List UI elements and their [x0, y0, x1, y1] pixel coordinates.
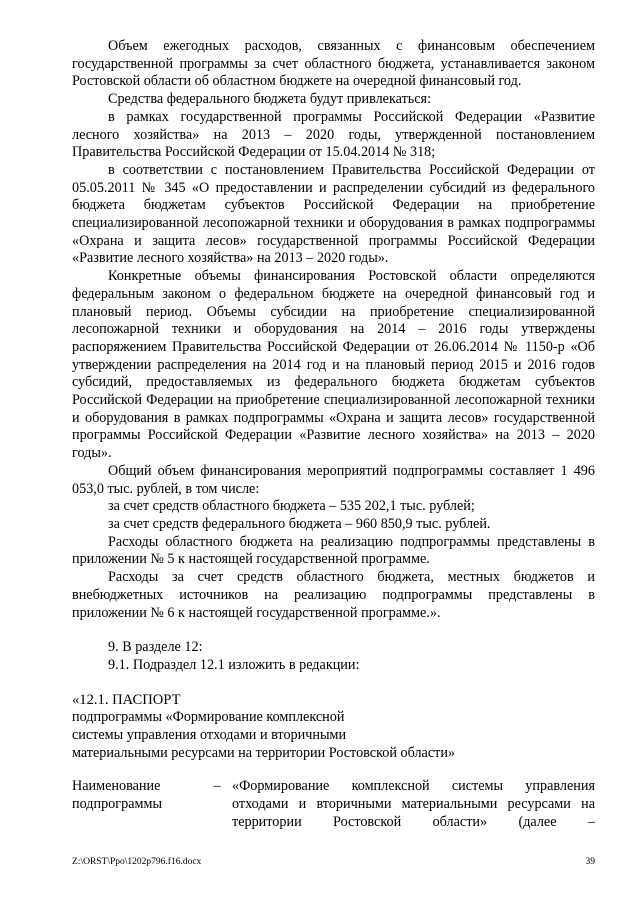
paragraph-federal-budget: за счет средств федерального бюджета – 960 850,9 тыс. рублей.	[108, 515, 491, 532]
page-footer	[72, 857, 595, 867]
spacer	[72, 675, 595, 692]
paragraph-federal-program: в рамках государственной программы Российской Федерации «Развитие лесного хозяйства» на 2013 – 2020 годы, утвержденной постановлением Правительства Российской Федерации от 15.04.2014 № 318;	[72, 108, 595, 161]
document-body	[72, 38, 595, 832]
spacer	[72, 622, 595, 639]
passport-row-label-line-2: подпрограммы	[72, 796, 162, 813]
passport-subtitle-line-1: подпрограммы «Формирование комплексной	[72, 709, 345, 726]
paragraph-federal-funds: Средства федерального бюджета будут привлекаться:	[108, 91, 432, 108]
paragraph-specific-volumes: Конкретные объемы финансирования Ростовской области определяются федеральным законом о федеральном бюджете на очередной финансовый год и плановый период. Объемы субсидии на приобретение специализированной лесопожарной техники и оборудования на 2014 – 2016 годы утверждены распоряжением Правительства Российской Федерации от 26.06.2014 № 1150-р «Об утверждении распределения на 2014 год и на плановый период 2015 и 2016 годов субсидий, предоставляемых из федерального бюджета бюджетам субъектов Российской Федерации на приобретение специализированной лесопожарной техники и оборудования в рамках подпрограммы «Охрана и защита лесов» государственной программы Российской Федерации «Развитие лесного хозяйства» на 2013 – 2020 годы».	[72, 268, 595, 462]
paragraph-appendix-5: Расходы областного бюджета на реализацию подпрограммы представлены в приложении № 5 к настоящей государственной программе.	[72, 533, 595, 568]
section-item-9-1: 9.1. Подраздел 12.1 изложить в редакции:	[108, 656, 360, 673]
paragraph-total-funding: Общий объем финансирования мероприятий подпрограммы составляет 1 496 053,0 тыс. рублей, в том числе:	[72, 462, 595, 497]
passport-row-value-line-1: «Формирование комплексной системы управления	[232, 778, 595, 795]
paragraph-expenses: Объем ежегодных расходов, связанных с финансовым обеспечением государственной программы за счет областного бюджета, устанавливается законом Ростовской области об областном бюджете на очередной финансовый год.	[72, 38, 595, 90]
passport-subtitle-line-3: материальными ресурсами на территории Ростовской области»	[72, 744, 456, 761]
passport-subtitle-line-2: системы управления отходами и вторичными	[72, 727, 347, 744]
paragraph-resolution: в соответствии с постановлением Правительства Российской Федерации от 05.05.2011 № 345 «О предоставлении и распределении субсидий из федерального бюджета бюджетам субъектов Российской Федерации на приобретение специализированной лесопожарной техники и оборудования в рамках подпрограммы «Охрана и защита лесов» государственной программы Российской Федерации «Развитие лесного хозяйства» на 2013 – 2020 годы».	[72, 161, 595, 267]
paragraph-regional-budget: за счет средств областного бюджета – 535 202,1 тыс. рублей;	[108, 498, 475, 515]
passport-row-label-line-1: Наименование	[72, 778, 161, 795]
passport-title: «12.1. ПАСПОРТ	[72, 691, 181, 708]
passport-row-value-line-2: отходами и вторичными материальными ресурсами на	[232, 796, 595, 813]
footer-page-number: 39	[585, 857, 595, 867]
passport-row-name	[72, 778, 595, 831]
passport-row-value	[232, 778, 595, 831]
section-item-9: 9. В разделе 12:	[108, 639, 203, 656]
passport-row-value-line-3: территории Ростовской области» (далее –	[232, 813, 595, 830]
passport-row-dash: –	[213, 778, 221, 795]
passport-row-label	[72, 778, 202, 831]
footer-file-path: Z:\ORST\Ppo\1202p796.f16.docx	[72, 857, 202, 867]
paragraph-appendix-6: Расходы за счет средств областного бюджета, местных бюджетов и внебюджетных источников на реализацию подпрограммы представлены в приложении № 6 к настоящей государственной программе.».	[72, 569, 595, 621]
